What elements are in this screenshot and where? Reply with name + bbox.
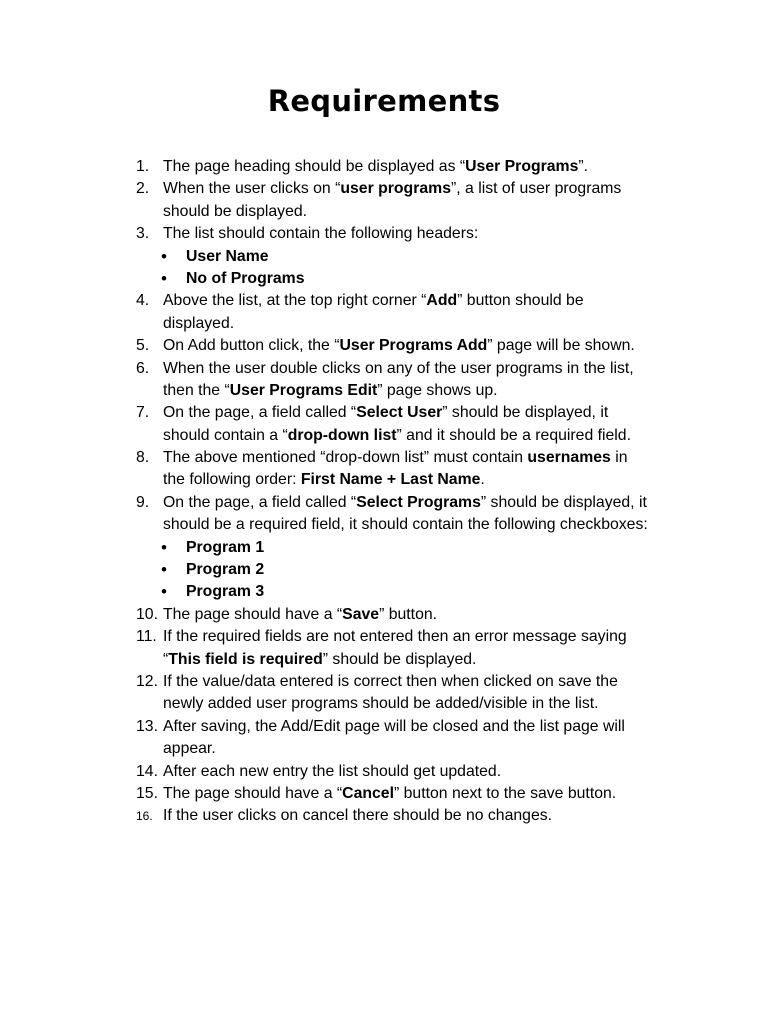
text-segment: The list should contain the following headers:: [163, 225, 479, 243]
item-number: 5.: [136, 337, 150, 355]
requirement-item: [136, 335, 696, 357]
bullet-line: [136, 268, 696, 290]
requirement-line: [136, 290, 696, 312]
requirement-item: [136, 178, 696, 223]
text-segment: When the user double clicks on any of the user programs in the list,: [163, 359, 634, 377]
requirement-line: [136, 626, 696, 648]
requirement-item: [136, 223, 696, 290]
requirement-item: [136, 156, 696, 178]
text-segment: newly added user programs should be added/visible in the list.: [163, 695, 599, 713]
requirement-line: [136, 492, 696, 514]
requirement-text: [163, 447, 628, 469]
text-segment: The page heading should be displayed as “: [163, 158, 466, 175]
requirement-item: [136, 783, 696, 805]
emphasis-text: Select User: [356, 404, 443, 422]
requirement-text: [163, 783, 616, 805]
requirement-text: [163, 335, 635, 357]
requirement-line: [136, 469, 696, 491]
text-segment: “: [163, 650, 169, 668]
requirement-item: [136, 805, 696, 827]
text-segment: displayed.: [163, 314, 235, 332]
requirement-text: [163, 223, 478, 245]
requirement-text: [163, 761, 501, 783]
requirement-text: [163, 290, 584, 312]
text-segment: When the user clicks on “: [163, 180, 341, 198]
text-segment: On the page, a field called “: [163, 493, 357, 511]
text-segment: then the “: [163, 381, 230, 399]
requirement-line: [136, 156, 696, 178]
requirement-text: [163, 313, 234, 335]
emphasis-text: This field is required: [168, 650, 323, 668]
requirement-line: [136, 402, 696, 424]
requirement-text: [163, 604, 437, 626]
bullet-text: Program 1: [186, 538, 265, 556]
requirement-text: [163, 514, 648, 536]
requirement-item: [136, 447, 696, 492]
requirement-text: [163, 201, 307, 223]
requirement-line: [136, 447, 696, 469]
emphasis-text: User Programs Add: [339, 337, 488, 355]
requirement-text: [163, 156, 588, 178]
text-segment: ” button.: [379, 605, 438, 623]
requirement-item: [136, 604, 696, 626]
item-number: 16.: [136, 809, 153, 824]
requirement-item: [136, 358, 696, 403]
item-number: 10.: [136, 605, 158, 623]
text-segment: ” should be displayed.: [322, 650, 477, 668]
requirement-text: [163, 649, 476, 671]
emphasis-text: user programs: [340, 180, 451, 198]
item-number: 2.: [136, 180, 150, 198]
text-segment: On the page, a field called “: [163, 404, 357, 422]
requirement-line: [136, 671, 696, 693]
requirement-item: [136, 402, 696, 447]
requirement-line: [136, 693, 696, 715]
item-number: 9.: [136, 493, 150, 511]
requirement-line: [136, 649, 696, 671]
item-number: 3.: [136, 225, 150, 243]
requirement-text: [163, 805, 552, 827]
text-segment: should be a required field, it should contain the following checkboxes:: [163, 516, 648, 534]
text-segment: appear.: [163, 740, 216, 758]
requirement-line: [136, 313, 696, 335]
requirement-text: [163, 671, 618, 693]
page-title: Requirements: [267, 84, 501, 118]
requirement-line: [136, 178, 696, 200]
text-segment: should be displayed.: [163, 202, 308, 220]
requirement-item: [136, 761, 696, 783]
emphasis-text: drop-down list: [287, 426, 397, 444]
bullet-line: [136, 581, 696, 603]
bullet-line: [136, 246, 696, 268]
bullet-icon: •: [161, 560, 167, 580]
bullet-text: User Name: [186, 247, 269, 265]
emphasis-text: Select Programs: [356, 493, 481, 511]
requirement-text: [163, 492, 647, 514]
item-number: 15.: [136, 784, 158, 802]
text-segment: ”.: [578, 158, 589, 175]
item-number: 1.: [136, 158, 150, 175]
text-segment: ” button next to the save button.: [393, 784, 617, 802]
text-segment: ” page will be shown.: [487, 337, 635, 355]
text-segment: ” page shows up.: [377, 381, 498, 399]
text-segment: Above the list, at the top right corner “: [163, 292, 427, 310]
item-number: 7.: [136, 404, 150, 422]
requirement-line: [136, 223, 696, 245]
text-segment: in: [610, 449, 628, 467]
item-number: 11.: [136, 628, 157, 646]
bullet-text: No of Programs: [186, 269, 305, 287]
text-segment: .: [480, 471, 485, 489]
text-segment: If the required fields are not entered then an error message saying: [163, 628, 627, 646]
emphasis-text: Cancel: [342, 784, 394, 802]
requirement-line: [136, 380, 696, 402]
bullet-icon: •: [161, 246, 167, 266]
emphasis-text: usernames: [527, 449, 611, 467]
requirement-text: [163, 380, 498, 402]
text-segment: The page should have a “: [163, 605, 343, 623]
item-number: 12.: [136, 672, 158, 690]
requirement-line: [136, 358, 696, 380]
text-segment: After saving, the Add/Edit page will be closed and the list page will: [163, 717, 625, 735]
text-segment: ” should be displayed, it: [442, 404, 609, 422]
requirement-line: [136, 783, 696, 805]
text-segment: ” and it should be a required field.: [396, 426, 631, 444]
requirement-text: [163, 469, 485, 491]
requirement-line: [136, 425, 696, 447]
requirement-line: [136, 514, 696, 536]
text-segment: The above mentioned “drop-down list” must contain: [163, 449, 528, 467]
text-segment: The page should have a “: [163, 784, 343, 802]
item-number: 14.: [136, 762, 158, 780]
bullet-icon: •: [161, 268, 167, 288]
text-segment: If the user clicks on cancel there should be no changes.: [163, 807, 553, 825]
requirement-item: [136, 492, 696, 604]
emphasis-text: User Programs Edit: [229, 381, 378, 399]
requirement-line: [136, 761, 696, 783]
bullet-text: Program 2: [186, 561, 265, 579]
item-number: 8.: [136, 449, 150, 467]
requirement-text: [163, 178, 621, 200]
bullet-icon: •: [161, 582, 167, 602]
requirement-line: [136, 716, 696, 738]
text-segment: If the value/data entered is correct then when clicked on save the: [163, 672, 618, 690]
requirement-item: [136, 716, 696, 761]
item-number: 6.: [136, 359, 150, 377]
requirement-text: [163, 738, 216, 760]
requirement-line: [136, 335, 696, 357]
requirement-line: [136, 201, 696, 223]
requirements-list: [136, 156, 696, 828]
emphasis-text: First Name + Last Name: [300, 471, 481, 489]
emphasis-text: User Programs: [465, 158, 579, 175]
item-number: 13.: [136, 717, 158, 735]
requirement-line: [136, 805, 696, 827]
text-segment: ” should be displayed, it: [480, 493, 647, 511]
requirement-line: [136, 738, 696, 760]
text-segment: On Add button click, the “: [163, 337, 340, 355]
requirement-item: [136, 626, 696, 671]
requirement-text: [163, 626, 627, 648]
emphasis-text: Add: [426, 292, 458, 310]
text-segment: After each new entry the list should get updated.: [163, 762, 502, 780]
requirement-line: [136, 604, 696, 626]
bullet-text: Program 3: [186, 583, 265, 601]
bullet-icon: •: [161, 537, 167, 557]
item-number: 4.: [136, 292, 150, 310]
text-segment: ” button should be: [457, 292, 584, 310]
requirement-item: [136, 671, 696, 716]
requirement-text: [163, 402, 608, 424]
emphasis-text: Save: [342, 605, 380, 623]
requirement-text: [163, 425, 631, 447]
text-segment: the following order:: [163, 471, 301, 489]
requirement-text: [163, 716, 625, 738]
text-segment: should contain a “: [163, 426, 288, 444]
bullet-line: [136, 537, 696, 559]
requirement-text: [163, 693, 599, 715]
bullet-line: [136, 559, 696, 581]
text-segment: ”, a list of user programs: [450, 180, 622, 198]
requirement-item: [136, 290, 696, 335]
requirement-text: [163, 358, 634, 380]
